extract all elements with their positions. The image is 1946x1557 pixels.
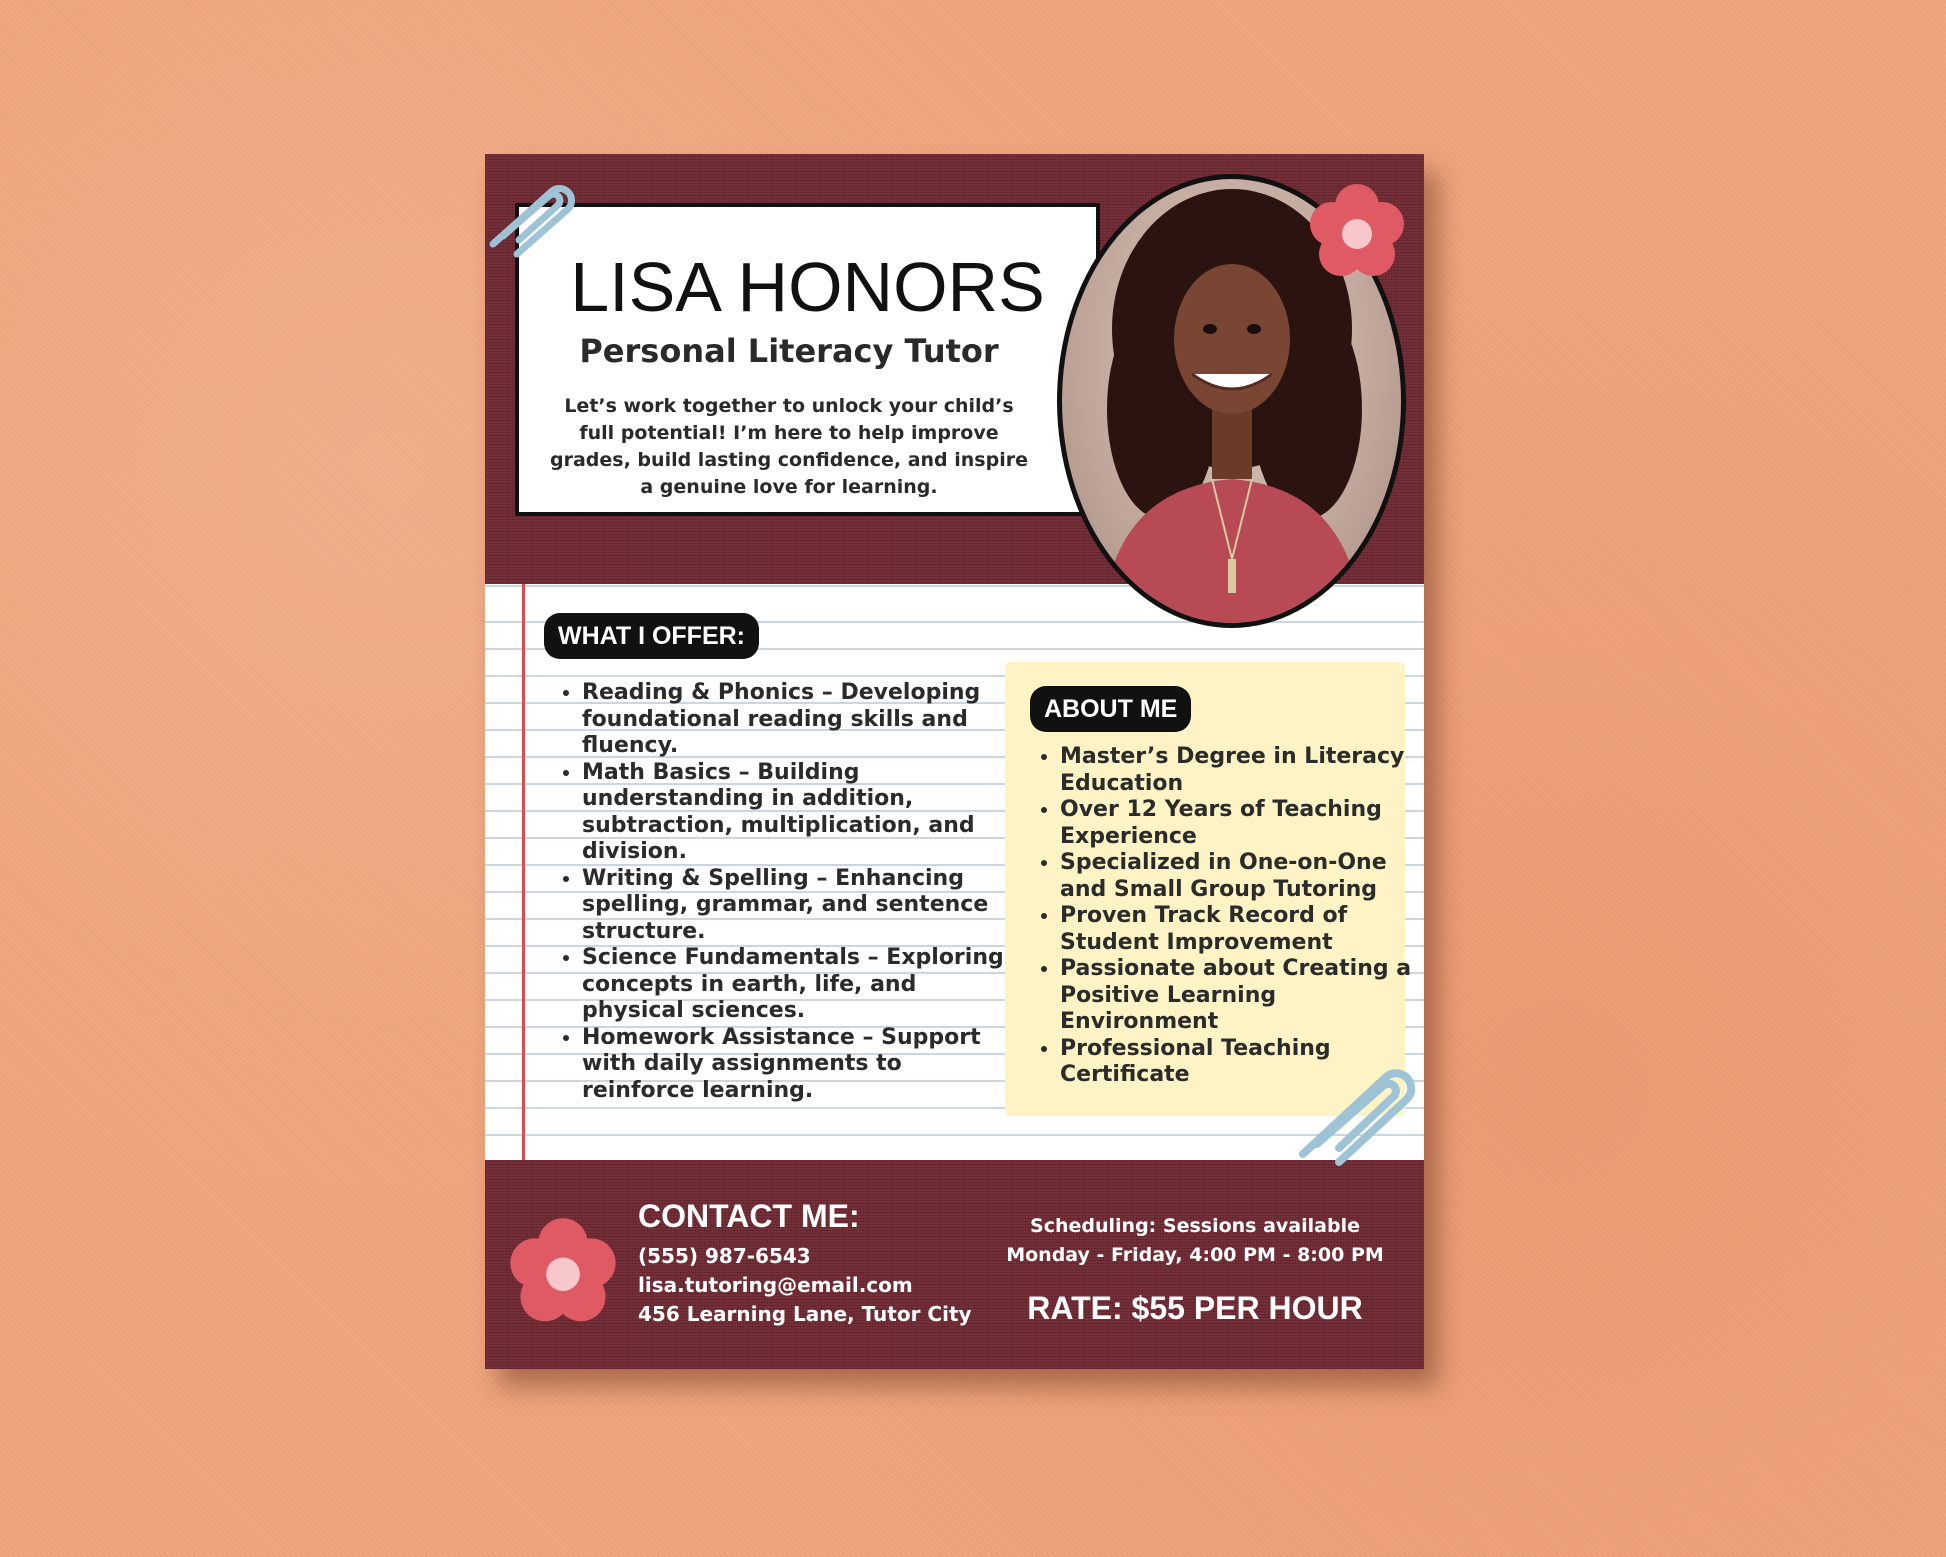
list-item: • Master’s Degree in Literacy Education (1060, 744, 1424, 797)
contact-phone: (555) 987-6543 (638, 1244, 811, 1268)
contact-heading: CONTACT ME: (638, 1198, 860, 1234)
tutor-flyer (485, 154, 1424, 1369)
list-item: • Writing & Spelling – Enhancing spelling, grammar, and sentence structure. (582, 866, 1012, 946)
schedule-line-1: Scheduling: Sessions available (1030, 1215, 1360, 1237)
rate-text: RATE: $55 PER HOUR (1027, 1290, 1363, 1326)
paperclip-icon (1293, 1056, 1423, 1166)
flower-icon (1307, 182, 1407, 282)
list-item: • Professional Teaching Certificate (1060, 1036, 1424, 1089)
list-item: • Proven Track Record of Student Improvement (1060, 903, 1424, 956)
tutor-role: Personal Literacy Tutor (579, 332, 999, 370)
schedule-info (995, 1212, 1395, 1270)
tagline: Let’s work together to unlock your child’s full potential! I’m here to help improve grades, build lasting confidence, and inspire a genuine love for learning. (550, 395, 1028, 498)
list-item: • Homework Assistance – Support with daily assignments to reinforce learning. (582, 1025, 1012, 1105)
list-item: • Over 12 Years of Teaching Experience (1060, 797, 1424, 850)
about-list (1030, 744, 1424, 1089)
flower-icon (507, 1216, 619, 1328)
list-item: • Reading & Phonics – Developing foundational reading skills and fluency. (582, 680, 1012, 760)
contact-address: 456 Learning Lane, Tutor City (638, 1302, 972, 1326)
contact-email: lisa.tutoring@email.com (638, 1273, 913, 1297)
tutor-name: LISA HONORS (570, 248, 1045, 326)
list-item: • Science Fundamentals – Exploring concepts in earth, life, and physical sciences. (582, 945, 1012, 1025)
list-item: • Passionate about Creating a Positive Learning Environment (1060, 956, 1424, 1036)
list-item: • Specialized in One-on-One and Small Group Tutoring (1060, 850, 1424, 903)
list-item: • Math Basics – Building understanding in addition, subtraction, multiplication, and division. (582, 760, 1012, 866)
title-card (515, 203, 1100, 516)
paperclip-icon (485, 182, 580, 262)
what-i-offer-heading: WHAT I OFFER: (544, 613, 759, 659)
schedule-line-2: Monday - Friday, 4:00 PM - 8:00 PM (1006, 1244, 1384, 1266)
paper-margin-line (522, 584, 525, 1160)
about-me-heading: ABOUT ME (1030, 686, 1191, 732)
offer-list (545, 680, 1012, 1104)
